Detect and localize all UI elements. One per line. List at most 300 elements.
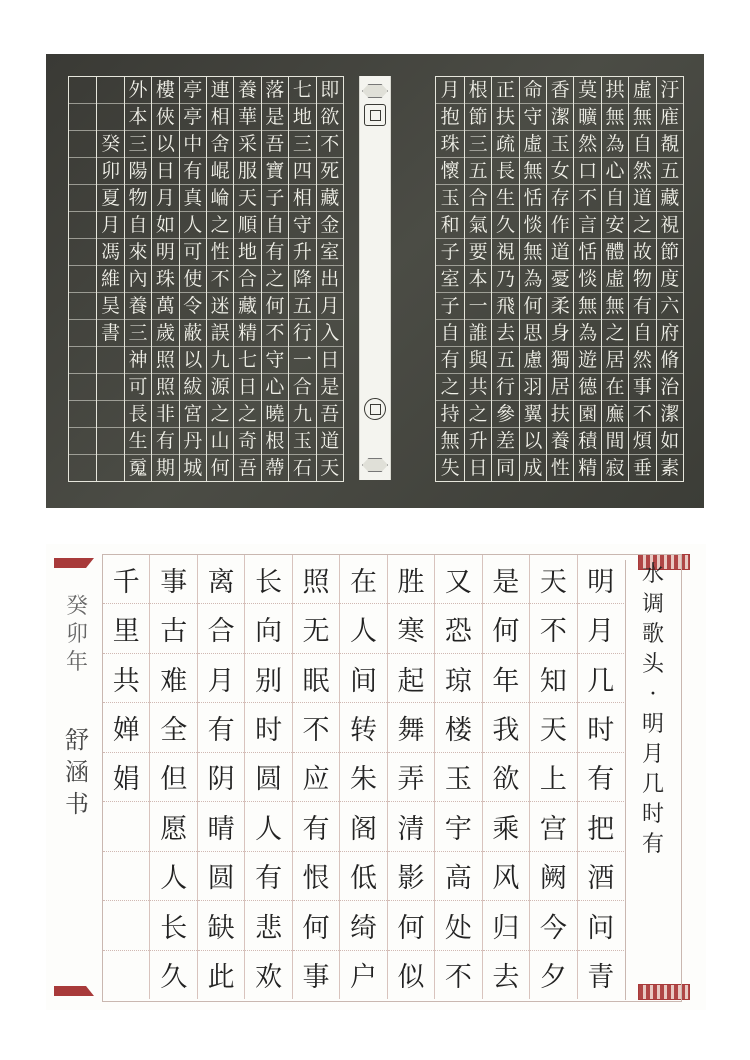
character-cell: 人 [245, 802, 291, 851]
character-cell [69, 158, 96, 185]
character-cell: 圆 [198, 852, 244, 901]
character-cell [69, 401, 96, 428]
character-cell: 自 [436, 320, 463, 347]
character-cell: 事 [629, 374, 655, 401]
character-cell: 行 [492, 374, 518, 401]
text-column [601, 77, 628, 481]
character-cell: 扶 [547, 401, 573, 428]
character-cell: 馮 [97, 239, 123, 266]
character-cell: 去 [492, 320, 518, 347]
character-cell [69, 266, 96, 293]
character-cell: 真 [180, 185, 206, 212]
character-cell: 之 [262, 266, 288, 293]
character-cell: 日 [152, 158, 178, 185]
vertical-char: 书 [65, 790, 89, 818]
character-cell: 無 [602, 293, 628, 320]
character-cell: 室 [317, 239, 343, 266]
character-cell: 之 [436, 374, 463, 401]
character-cell: 道 [317, 428, 343, 455]
character-cell [103, 802, 149, 851]
character-cell: 缺 [198, 901, 244, 950]
character-cell: 園 [574, 401, 600, 428]
character-cell: 合 [198, 604, 244, 653]
character-cell: 羽 [520, 374, 546, 401]
character-cell: 眠 [293, 654, 339, 703]
character-cell: 長 [492, 158, 518, 185]
character-cell: 高 [435, 852, 481, 901]
character-cell [69, 104, 96, 131]
character-cell: 道 [547, 239, 573, 266]
character-cell: 离 [198, 555, 244, 604]
vertical-char: 卯 [65, 622, 88, 647]
character-cell [103, 852, 149, 901]
character-cell: 在 [602, 374, 628, 401]
character-cell: 如 [657, 428, 683, 455]
character-cell: 柔 [547, 293, 573, 320]
character-cell: 何 [210, 456, 230, 479]
character-cell: 度 [657, 266, 683, 293]
vertical-char: 歌 [641, 622, 664, 647]
character-cell: 此 [198, 951, 244, 999]
character-cell: 月 [198, 654, 244, 703]
character-cell: 恐 [435, 604, 481, 653]
character-cell: 人 [340, 604, 386, 653]
character-cell [97, 401, 123, 428]
character-cell: 中 [180, 131, 206, 158]
character-cell: 根 [262, 428, 288, 455]
bottom-handwriting-sheet [46, 544, 706, 1010]
character-cell: 和 [436, 212, 463, 239]
character-cell: 抱 [436, 104, 463, 131]
character-cell: 应 [293, 753, 339, 802]
character-cell: 癸 [97, 131, 123, 158]
character-cell: 為 [602, 131, 628, 158]
vertical-char: 月 [641, 742, 664, 767]
divider-ornament-top [362, 84, 388, 98]
character-cell: 不 [530, 604, 576, 653]
text-column [69, 77, 96, 481]
character-cell: 節 [465, 104, 491, 131]
character-cell: 翼 [520, 401, 546, 428]
character-cell: 然 [574, 131, 600, 158]
character-cell: 出 [317, 266, 343, 293]
vertical-char: 几 [641, 772, 664, 797]
character-cell: 府 [657, 320, 683, 347]
character-cell: 古 [150, 604, 196, 653]
character-cell: 无 [293, 604, 339, 653]
character-cell: 無 [520, 239, 546, 266]
character-cell: 玉 [547, 131, 573, 158]
character-cell: 在 [340, 555, 386, 604]
character-cell: 寶 [262, 158, 288, 185]
character-cell: 问 [578, 901, 624, 950]
character-cell: 本 [465, 266, 491, 293]
character-cell: 夕 [530, 951, 576, 999]
text-column [149, 555, 196, 999]
character-cell: 連 [207, 77, 233, 104]
character-cell: 之 [234, 401, 260, 428]
character-cell: 吾 [317, 401, 343, 428]
character-cell: 與 [465, 347, 491, 374]
character-cell: 何 [520, 293, 546, 320]
character-cell: 間 [602, 428, 628, 455]
character-cell: 有 [198, 703, 244, 752]
character-cell: 物 [125, 185, 151, 212]
character-cell: 降 [289, 266, 315, 293]
character-cell: 不 [293, 703, 339, 752]
character-cell: 口 [574, 158, 600, 185]
vertical-char: 涵 [65, 758, 89, 786]
character-cell: 玉 [435, 753, 481, 802]
character-cell: 又 [435, 555, 481, 604]
character-cell: 三 [125, 131, 151, 158]
character-cell: 令 [180, 293, 206, 320]
character-cell: 積 [574, 428, 600, 455]
character-cell: 樓 [152, 77, 178, 104]
character-cell: 天 [234, 185, 260, 212]
character-cell: 視 [492, 239, 518, 266]
character-cell: 無 [602, 104, 628, 131]
text-column [546, 77, 573, 481]
character-cell: 治 [657, 374, 683, 401]
character-cell [69, 374, 96, 401]
seal-icon [364, 104, 386, 126]
character-cell: 五 [465, 158, 491, 185]
character-cell: 精 [234, 320, 260, 347]
character-cell: 虛 [629, 77, 655, 104]
vertical-char: 年 [65, 650, 88, 675]
character-cell: 華 [234, 104, 260, 131]
text-column [577, 555, 624, 999]
red-ribbon-decoration-bottom [54, 986, 94, 996]
character-cell: 九 [289, 401, 315, 428]
character-cell: 差 [492, 428, 518, 455]
text-column [436, 77, 463, 481]
character-cell: 月 [152, 185, 178, 212]
character-cell: 照 [152, 374, 178, 401]
text-column [103, 555, 149, 999]
character-cell: 是 [317, 374, 343, 401]
character-cell: 扶 [492, 104, 518, 131]
character-cell: 以 [180, 347, 206, 374]
character-cell: 全 [150, 703, 196, 752]
character-cell: 升 [289, 239, 315, 266]
character-cell [97, 455, 123, 481]
character-cell: 神 [125, 347, 151, 374]
character-cell: 源 [207, 374, 233, 401]
character-cell: 以 [520, 428, 546, 455]
character-cell: 煩 [629, 428, 655, 455]
vertical-char: 癸 [65, 594, 88, 619]
vertical-char: 水 [641, 562, 664, 587]
character-cell: 五 [657, 158, 683, 185]
character-cell: 期 [155, 456, 175, 479]
bottom-text-grid [103, 555, 624, 999]
character-cell: 但 [150, 753, 196, 802]
character-cell: 垂 [632, 456, 652, 479]
character-cell: 如 [152, 212, 178, 239]
character-cell: 似 [388, 951, 434, 999]
character-cell: 有 [293, 802, 339, 851]
character-cell: 四 [289, 158, 315, 185]
character-cell: 無 [574, 293, 600, 320]
character-cell: 持 [436, 401, 463, 428]
character-cell: 相 [289, 185, 315, 212]
character-cell: 珠 [436, 131, 463, 158]
character-cell [69, 212, 96, 239]
character-cell [69, 77, 96, 104]
character-cell: 三 [465, 131, 491, 158]
character-cell: 節 [657, 239, 683, 266]
character-cell: 间 [340, 654, 386, 703]
character-cell: 脩 [657, 347, 683, 374]
character-cell: 自 [602, 185, 628, 212]
character-cell: 欲 [483, 753, 529, 802]
character-cell: 天 [530, 703, 576, 752]
character-cell: 來 [125, 239, 151, 266]
character-cell: 宮 [180, 401, 206, 428]
character-cell: 㢈 [657, 104, 683, 131]
character-cell: 悲 [245, 901, 291, 950]
text-column [179, 77, 206, 481]
character-cell: 蔕 [265, 456, 285, 479]
character-cell: 亭 [180, 77, 206, 104]
character-cell: 相 [207, 104, 233, 131]
character-cell: 年 [483, 654, 529, 703]
character-cell: 服 [234, 158, 260, 185]
character-cell: 非 [152, 401, 178, 428]
character-cell: 七 [234, 347, 260, 374]
character-cell: 疏 [492, 131, 518, 158]
character-cell: 别 [245, 654, 291, 703]
top-left-text-grid [68, 76, 344, 482]
character-cell: 命 [520, 77, 546, 104]
character-cell: 性 [550, 456, 570, 479]
character-cell: 是 [483, 555, 529, 604]
character-cell: 地 [289, 104, 315, 131]
center-divider-strip [359, 76, 391, 480]
character-cell: 绮 [340, 901, 386, 950]
character-cell: 即 [317, 77, 343, 104]
character-cell: 不 [435, 951, 481, 999]
character-cell: 安 [602, 212, 628, 239]
character-cell: 使 [180, 266, 206, 293]
character-cell [69, 185, 96, 212]
character-cell: 之 [465, 401, 491, 428]
character-cell: 以 [152, 131, 178, 158]
character-cell: 之 [207, 212, 233, 239]
character-cell [69, 455, 96, 481]
character-cell: 宫 [530, 802, 576, 851]
character-cell: 身 [547, 320, 573, 347]
character-cell: 外 [125, 77, 151, 104]
character-cell: 户 [340, 951, 386, 999]
character-cell: 起 [388, 654, 434, 703]
character-cell [97, 374, 123, 401]
character-cell: 不 [207, 266, 233, 293]
text-column [339, 555, 386, 999]
character-cell: 城 [183, 456, 203, 479]
character-cell [97, 104, 123, 131]
character-cell: 然 [629, 158, 655, 185]
character-cell: 舍 [207, 131, 233, 158]
character-cell: 寂 [605, 456, 625, 479]
character-cell: 玉 [289, 428, 315, 455]
character-cell [69, 131, 96, 158]
text-column [292, 555, 339, 999]
character-cell: 共 [103, 654, 149, 703]
character-cell: 作 [547, 212, 573, 239]
character-cell: 死 [317, 158, 343, 185]
text-column [519, 77, 546, 481]
character-cell: 明 [152, 239, 178, 266]
character-cell: 愿 [150, 802, 196, 851]
character-cell: 何 [388, 901, 434, 950]
character-cell: 转 [340, 703, 386, 752]
character-cell: 青 [578, 951, 624, 999]
character-cell: 照 [293, 555, 339, 604]
character-cell [97, 428, 123, 455]
character-cell: 处 [435, 901, 481, 950]
character-cell: 內 [125, 266, 151, 293]
character-cell: 德 [574, 374, 600, 401]
character-cell: 言 [574, 212, 600, 239]
character-cell: 曉 [262, 401, 288, 428]
character-cell: 書 [97, 320, 123, 347]
top-right-text-grid [435, 76, 684, 482]
character-cell: 香 [547, 77, 573, 104]
character-cell: 女 [547, 158, 573, 185]
character-cell: 同 [495, 456, 515, 479]
character-cell: 維 [97, 266, 123, 293]
character-cell: 虛 [520, 131, 546, 158]
character-cell: 今 [530, 901, 576, 950]
character-cell: 七 [289, 77, 315, 104]
red-ribbon-decoration-top [54, 558, 94, 568]
text-column [491, 77, 518, 481]
character-cell: 獨 [547, 347, 573, 374]
character-cell: 故 [629, 239, 655, 266]
character-cell: 守 [262, 347, 288, 374]
character-cell: 照 [152, 347, 178, 374]
character-cell: 陽 [125, 158, 151, 185]
character-cell: 千 [103, 555, 149, 604]
vertical-char: 舒 [65, 726, 89, 754]
character-cell: 生 [492, 185, 518, 212]
character-cell: 藏 [317, 185, 343, 212]
character-cell: 日 [317, 347, 343, 374]
character-cell: 之 [629, 212, 655, 239]
text-column [387, 555, 434, 999]
character-cell: 知 [530, 654, 576, 703]
character-cell: 思 [520, 320, 546, 347]
character-cell: 遊 [574, 347, 600, 374]
character-cell: 室 [436, 266, 463, 293]
character-cell: 归 [483, 901, 529, 950]
round-seal-icon [364, 398, 386, 420]
character-cell: 蔽 [180, 320, 206, 347]
character-cell: 欢 [245, 951, 291, 999]
text-column [464, 77, 491, 481]
character-cell: 低 [340, 852, 386, 901]
text-column [656, 77, 683, 481]
character-cell: 把 [578, 802, 624, 851]
character-cell: 有 [245, 852, 291, 901]
character-cell: 清 [388, 802, 434, 851]
character-cell: 一 [289, 347, 315, 374]
character-cell: 誰 [465, 320, 491, 347]
character-cell: 心 [602, 158, 628, 185]
character-cell: 汙 [657, 77, 683, 104]
vertical-char: 头 [641, 652, 664, 677]
text-column [96, 77, 123, 481]
character-cell: 采 [234, 131, 260, 158]
character-cell: 潔 [657, 401, 683, 428]
character-cell: 楼 [435, 703, 481, 752]
character-cell: 子 [436, 239, 463, 266]
character-cell: 弄 [388, 753, 434, 802]
character-cell: 天 [530, 555, 576, 604]
character-cell: 时 [578, 703, 624, 752]
character-cell: 有 [629, 293, 655, 320]
character-cell: 懷 [436, 158, 463, 185]
character-cell: 子 [262, 185, 288, 212]
character-cell: 月 [317, 293, 343, 320]
text-column [628, 77, 655, 481]
character-cell: 成 [523, 456, 543, 479]
character-cell: 道 [629, 185, 655, 212]
text-column [288, 77, 315, 481]
character-cell: 我 [483, 703, 529, 752]
character-cell: 恬 [574, 239, 600, 266]
vertical-char: 调 [641, 592, 664, 617]
character-cell: 事 [293, 951, 339, 999]
character-cell: 晴 [198, 802, 244, 851]
character-cell: 久 [150, 951, 196, 999]
character-cell: 人 [150, 852, 196, 901]
character-cell: 無 [629, 104, 655, 131]
character-cell: 六 [657, 293, 683, 320]
character-cell: 合 [234, 266, 260, 293]
vertical-char: 有 [641, 832, 664, 857]
character-cell: 體 [602, 239, 628, 266]
character-cell: 要 [465, 239, 491, 266]
character-cell: 何 [262, 293, 288, 320]
character-cell: 歲 [152, 320, 178, 347]
signature-name [65, 720, 89, 824]
character-cell: 恨 [293, 852, 339, 901]
character-cell: 自 [262, 212, 288, 239]
character-cell: 月 [578, 604, 624, 653]
character-cell [103, 951, 149, 999]
vertical-char: 明 [641, 712, 664, 737]
character-cell: 心 [262, 374, 288, 401]
character-cell: 金 [317, 212, 343, 239]
character-cell: 憂 [547, 266, 573, 293]
character-cell [97, 77, 123, 104]
character-cell: 恬 [520, 185, 546, 212]
character-cell: 玉 [436, 185, 463, 212]
character-cell: 乘 [483, 802, 529, 851]
character-cell: 視 [657, 212, 683, 239]
character-cell: 吾 [262, 131, 288, 158]
character-cell [69, 320, 96, 347]
character-cell: 日 [468, 456, 488, 479]
text-column [197, 555, 244, 999]
character-cell: 寒 [388, 604, 434, 653]
text-column [244, 555, 291, 999]
character-cell: 风 [483, 852, 529, 901]
